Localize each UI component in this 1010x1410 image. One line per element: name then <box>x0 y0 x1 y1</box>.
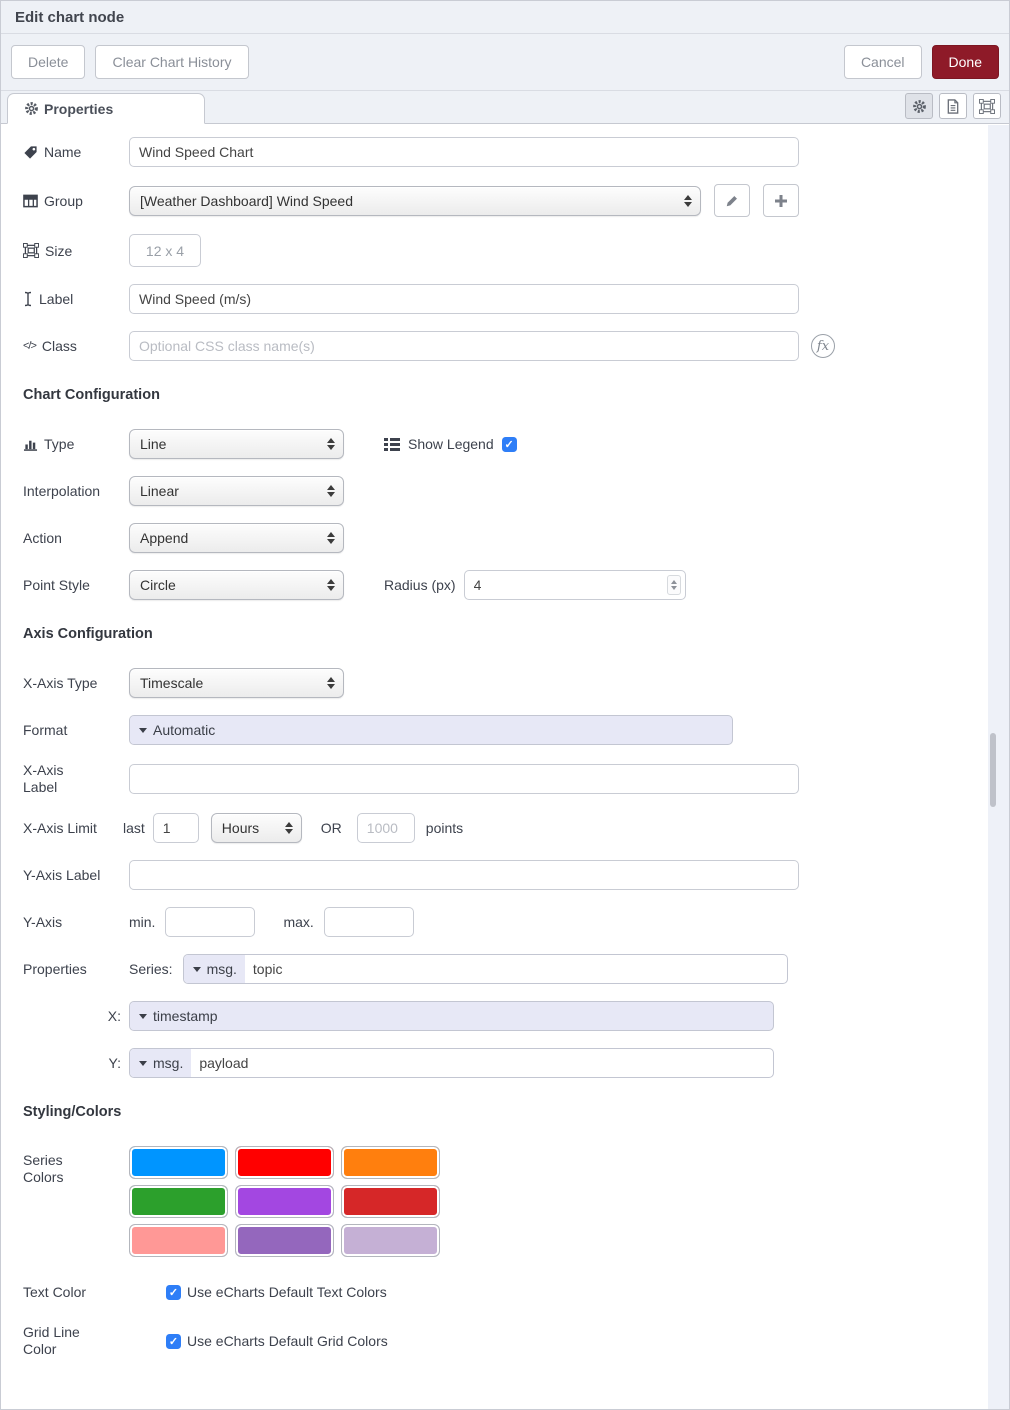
name-row <box>23 137 988 167</box>
y-property-label: Y: <box>108 1055 121 1071</box>
pencil-icon <box>725 194 739 208</box>
class-input[interactable] <box>129 331 799 361</box>
point-style-row <box>23 570 988 600</box>
clear-chart-history-button[interactable]: Clear Chart History <box>95 45 248 79</box>
node-appearance-icon <box>979 99 995 114</box>
label-label: Label <box>23 291 129 307</box>
description-view-button[interactable] <box>939 93 967 119</box>
tab-icon-buttons <box>905 93 1001 119</box>
x-axis-type-row <box>23 668 988 698</box>
y-typed-input[interactable] <box>129 1048 774 1078</box>
legend-list-icon <box>384 437 400 451</box>
series-color-swatch-6[interactable] <box>341 1185 440 1218</box>
x-axis-label-input[interactable] <box>129 764 799 794</box>
x-axis-type-select[interactable]: Timescale <box>129 668 344 698</box>
interpolation-select[interactable]: Linear <box>129 476 344 506</box>
group-select[interactable]: [Weather Dashboard] Wind Speed <box>129 186 701 216</box>
plus-icon <box>774 194 788 208</box>
class-label: </> Class <box>23 338 77 354</box>
format-row <box>23 715 988 745</box>
series-color-swatch-4[interactable] <box>129 1185 228 1218</box>
x-axis-type-label: X-Axis Type <box>23 675 98 691</box>
y-property-row <box>23 1048 988 1078</box>
dialog-toolbar <box>1 34 1009 91</box>
limit-last-input[interactable] <box>153 813 199 843</box>
edit-group-button[interactable] <box>714 184 750 217</box>
axis-configuration-heading: Axis Configuration <box>23 626 153 642</box>
bar-chart-icon <box>23 437 38 451</box>
interpolation-label: Interpolation <box>23 483 101 499</box>
table-icon <box>23 194 38 208</box>
vertical-scrollbar[interactable] <box>988 125 1009 1409</box>
action-select[interactable]: Append <box>129 523 344 553</box>
class-row <box>23 331 988 361</box>
x-type-button[interactable]: timestamp <box>130 1002 226 1030</box>
size-row <box>23 234 988 267</box>
action-label: Action <box>23 530 62 546</box>
done-button[interactable]: Done <box>932 45 999 79</box>
series-property-row <box>23 954 988 984</box>
group-row <box>23 184 988 217</box>
x-property-label: X: <box>107 1008 121 1024</box>
properties-view-button[interactable] <box>905 93 933 119</box>
action-row <box>23 523 988 553</box>
select-arrows-icon <box>327 532 335 544</box>
select-arrows-icon <box>327 438 335 450</box>
caret-down-icon <box>139 1061 147 1066</box>
document-icon <box>946 99 960 114</box>
select-arrows-icon <box>684 195 692 207</box>
show-legend-checkbox[interactable]: ✓ <box>502 437 517 452</box>
or-label: OR <box>320 820 342 836</box>
series-colors-label: Series Colors <box>23 1152 64 1185</box>
fx-expression-icon[interactable]: fx <box>811 334 835 358</box>
interpolation-row <box>23 476 988 506</box>
last-label: last <box>123 820 145 836</box>
x-axis-label-row <box>23 762 988 796</box>
y-axis-label-label: Y-Axis Label <box>23 867 101 883</box>
x-axis-limit-row <box>23 813 988 843</box>
series-colors-row <box>23 1146 988 1257</box>
text-color-label: Text Color <box>23 1284 87 1300</box>
x-typed-input[interactable] <box>129 1001 774 1031</box>
label-row <box>23 284 988 314</box>
series-color-swatch-1[interactable] <box>129 1146 228 1179</box>
dialog-title: Edit chart node <box>1 1 1009 34</box>
y-type-button[interactable]: msg. <box>130 1049 191 1077</box>
y-value[interactable]: payload <box>199 1055 249 1071</box>
limit-unit-select[interactable]: Hours <box>211 813 302 843</box>
text-color-row <box>23 1277 988 1307</box>
text-color-checkbox-label: Use eCharts Default Text Colors <box>187 1284 387 1300</box>
x-property-row <box>23 1001 988 1031</box>
grid-color-label: Grid Line Color <box>23 1324 80 1357</box>
text-color-checkbox[interactable]: ✓ <box>166 1285 181 1300</box>
grid-color-checkbox-label: Use eCharts Default Grid Colors <box>187 1333 388 1349</box>
point-style-select[interactable]: Circle <box>129 570 344 600</box>
grid-color-checkbox[interactable]: ✓ <box>166 1334 181 1349</box>
y-axis-label-row <box>23 860 988 890</box>
tab-properties-label: Properties <box>44 100 114 117</box>
series-color-swatch-5[interactable] <box>235 1185 334 1218</box>
gear-icon <box>24 101 39 116</box>
select-arrows-icon <box>327 485 335 497</box>
series-label: Series: <box>129 961 173 977</box>
select-arrows-icon <box>327 677 335 689</box>
object-group-icon <box>23 243 39 258</box>
format-type-button[interactable]: Automatic <box>130 716 223 744</box>
appearance-view-button[interactable] <box>973 93 1001 119</box>
size-button[interactable]: 12 x 4 <box>129 234 201 267</box>
cancel-button[interactable]: Cancel <box>844 45 922 79</box>
series-typed-input[interactable] <box>183 954 788 984</box>
series-color-swatch-9[interactable] <box>341 1224 440 1257</box>
type-label: Type <box>23 436 129 452</box>
series-color-swatch-7[interactable] <box>129 1224 228 1257</box>
show-legend-label: Show Legend <box>408 436 494 452</box>
chart-configuration-heading: Chart Configuration <box>23 387 160 403</box>
series-color-swatch-3[interactable] <box>341 1146 440 1179</box>
format-typed-input[interactable] <box>129 715 733 745</box>
points-label: points <box>425 820 464 836</box>
series-color-swatch-2[interactable] <box>235 1146 334 1179</box>
select-arrows-icon <box>327 579 335 591</box>
max-label: max. <box>283 914 314 930</box>
name-label: Name <box>23 144 129 160</box>
y-min-input[interactable] <box>165 907 255 937</box>
series-color-swatches <box>129 1146 440 1257</box>
radius-input-wrap <box>464 570 686 600</box>
code-icon: </> <box>23 340 36 352</box>
text-cursor-icon <box>23 291 33 307</box>
tab-properties[interactable] <box>7 93 205 124</box>
name-input[interactable] <box>129 137 799 167</box>
radius-input[interactable] <box>464 570 686 600</box>
caret-down-icon <box>139 728 147 733</box>
point-style-label: Point Style <box>23 577 90 593</box>
y-axis-minmax-row <box>23 907 988 937</box>
type-row <box>23 429 988 459</box>
tag-icon <box>23 145 38 160</box>
y-max-input[interactable] <box>324 907 414 937</box>
y-axis-label-input[interactable] <box>129 860 799 890</box>
delete-button[interactable]: Delete <box>11 45 85 79</box>
tab-bar <box>1 91 1009 124</box>
x-axis-limit-label: X-Axis Limit <box>23 820 97 836</box>
properties-label: Properties <box>23 961 87 977</box>
group-label: Group <box>23 193 129 209</box>
add-group-button[interactable] <box>763 184 799 217</box>
scrollbar-thumb[interactable] <box>990 733 996 807</box>
x-axis-label-label: X-Axis Label <box>23 762 64 795</box>
limit-points-input[interactable] <box>357 813 415 843</box>
series-type-button[interactable]: msg. <box>184 955 245 983</box>
radius-label: Radius (px) <box>384 577 456 593</box>
properties-form <box>1 125 989 1409</box>
size-label: Size <box>23 243 129 259</box>
chart-type-select[interactable]: Line <box>129 429 344 459</box>
select-arrows-icon <box>285 822 293 834</box>
number-stepper-icon[interactable] <box>667 575 681 595</box>
styling-colors-heading: Styling/Colors <box>23 1104 122 1120</box>
gear-icon <box>912 99 927 114</box>
min-label: min. <box>129 914 156 930</box>
caret-down-icon <box>193 967 201 972</box>
series-color-swatch-8[interactable] <box>235 1224 334 1257</box>
label-input[interactable] <box>129 284 799 314</box>
grid-color-row <box>23 1324 988 1358</box>
y-axis-label: Y-Axis <box>23 914 63 930</box>
caret-down-icon <box>139 1014 147 1019</box>
format-label: Format <box>23 722 68 738</box>
series-value[interactable]: topic <box>252 961 283 977</box>
